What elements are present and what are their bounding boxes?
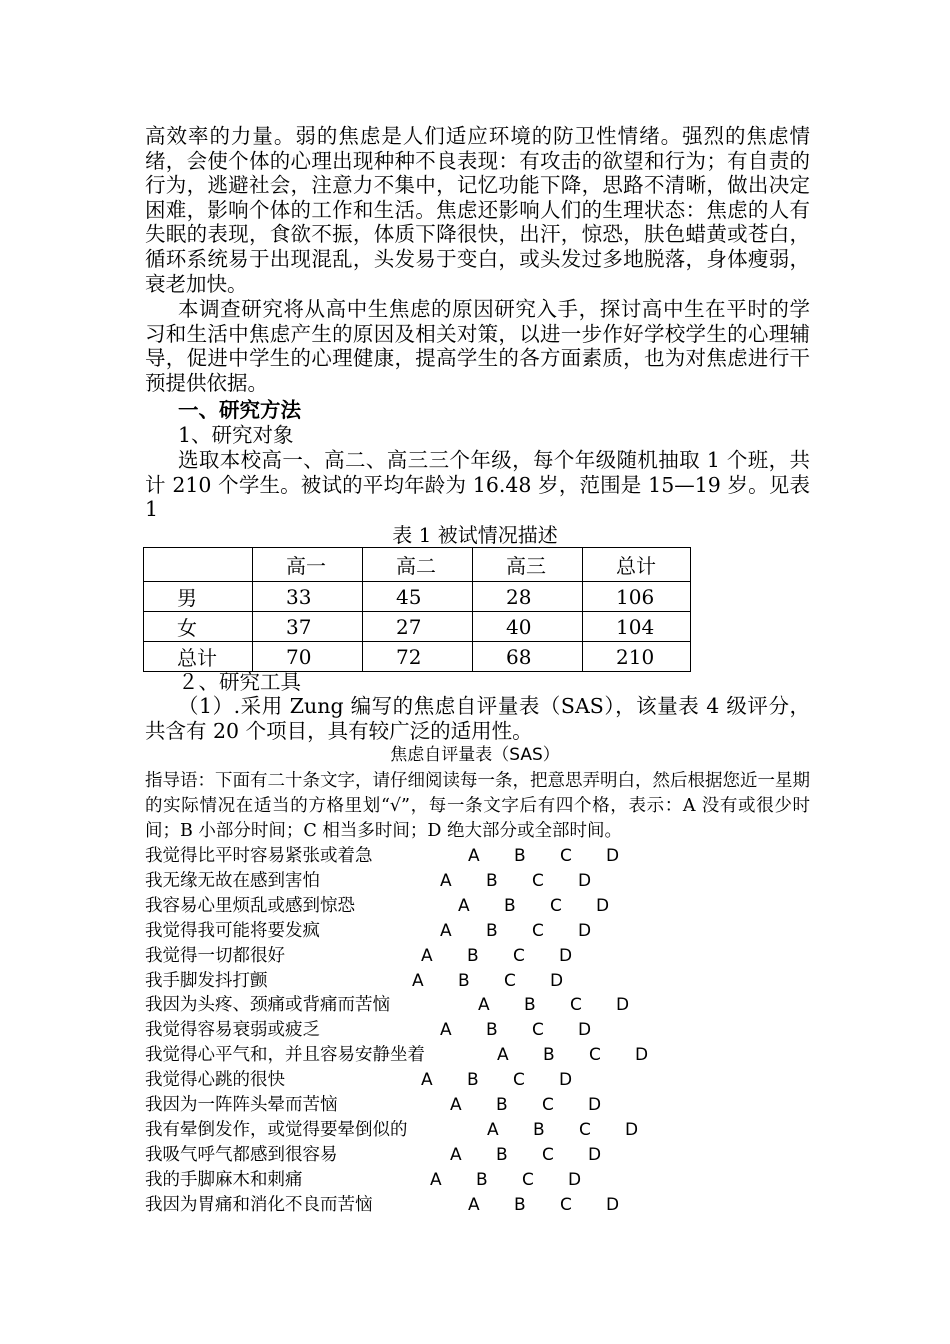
table-cell: 女 [144, 612, 253, 642]
option-d: D [606, 846, 620, 866]
option-a: A [412, 971, 424, 991]
option-b: B [524, 995, 536, 1015]
sas-item-options [468, 1193, 652, 1217]
sas-item-options [430, 1168, 614, 1192]
table-cell: 72 [363, 642, 473, 672]
option-b: B [467, 1070, 479, 1090]
option-a: A [450, 1095, 462, 1115]
sas-item-options [450, 1143, 634, 1167]
sas-item-text: 我觉得比平时容易紧张或着急 [145, 846, 373, 866]
table-cell: 27 [363, 612, 473, 642]
intro-paragraph: 高效率的力量。弱的焦虑是人们适应环境的防卫性情绪。强烈的焦虑情绪，会使个体的心理出现种种不良表现：有攻击的欲望和行为；有自责的行为，逃避社会，注意力不集中，记忆功能下降，思路不清晰，做出决定困难，影响个体的工作和生活。焦虑还影响人们的生理状态：焦虑的人有失眠的表现，食欲不振，体质下降很快，出汗，惊恐，肤色蜡黄或苍白，循环系统易于出现混乱，头发易于变白，或头发过多地脱落，身体瘦弱，衰老加快。 [145, 124, 810, 296]
sas-item-options [440, 919, 624, 943]
option-a: A [458, 896, 470, 916]
sas-item-text: 我的手脚麻木和刺痛 [145, 1170, 303, 1190]
table-cell: 28 [473, 582, 583, 612]
table-cell: 男 [144, 582, 253, 612]
table-header-row [144, 548, 691, 582]
sas-item-options [487, 1118, 671, 1142]
option-d: D [606, 1195, 620, 1215]
table-cell: 总计 [144, 642, 253, 672]
option-c: C [560, 1195, 572, 1215]
option-b: B [496, 1145, 508, 1165]
option-b: B [486, 921, 498, 941]
sas-title: 焦虑自评量表（SAS） [390, 745, 560, 765]
table-cell: 104 [583, 612, 691, 642]
sas-item-options [421, 1068, 605, 1092]
option-d: D [550, 971, 564, 991]
option-c: C [550, 896, 562, 916]
option-c: C [532, 871, 544, 891]
option-d: D [559, 946, 573, 966]
option-c: C [579, 1120, 591, 1140]
table-header-cell: 总计 [583, 548, 691, 582]
sas-item-options [450, 1093, 634, 1117]
option-d: D [588, 1145, 602, 1165]
table-cell: 40 [473, 612, 583, 642]
option-a: A [421, 1070, 433, 1090]
option-b: B [486, 1020, 498, 1040]
table-header-cell: 高三 [473, 548, 583, 582]
sas-item-options [478, 993, 662, 1017]
sas-item-text: 我觉得容易衰弱或疲乏 [145, 1020, 320, 1040]
table-row [144, 612, 691, 642]
table-cell: 70 [253, 642, 363, 672]
option-a: A [440, 871, 452, 891]
sas-item-text: 我手脚发抖打颤 [145, 971, 268, 991]
sas-item-options [458, 894, 642, 918]
sas-item-text: 我觉得我可能将要发疯 [145, 921, 320, 941]
table-cell: 210 [583, 642, 691, 672]
option-c: C [542, 1095, 554, 1115]
option-d: D [625, 1120, 639, 1140]
option-d: D [616, 995, 630, 1015]
option-a: A [430, 1170, 442, 1190]
option-b: B [467, 946, 479, 966]
option-a: A [450, 1145, 462, 1165]
option-c: C [589, 1045, 601, 1065]
sas-item-text: 我吸气呼气都感到很容易 [145, 1145, 338, 1165]
option-a: A [487, 1120, 499, 1140]
option-b: B [496, 1095, 508, 1115]
section-heading: 一、研究方法 [178, 398, 301, 422]
purpose-paragraph: 本调查研究将从高中生焦虑的原因研究入手，探讨高中生在平时的学习和生活中焦虑产生的原因及相关对策，以进一步作好学校学生的心理辅导，促进中学生的心理健康，提高学生的各方面素质，也为对焦虑进行干预提供依据。 [145, 297, 810, 395]
sas-item-text: 我因为胃痛和消化不良而苦恼 [145, 1195, 373, 1215]
option-c: C [513, 1070, 525, 1090]
option-a: A [468, 846, 480, 866]
table-caption: 表 1 被试情况描述 [392, 523, 558, 547]
option-c: C [532, 1020, 544, 1040]
option-a: A [478, 995, 490, 1015]
table-cell: 45 [363, 582, 473, 612]
option-d: D [588, 1095, 602, 1115]
subjects-table [143, 547, 691, 672]
sas-item-options [440, 1018, 624, 1042]
option-c: C [570, 995, 582, 1015]
sas-item-text: 我有晕倒发作，或觉得要晕倒似的 [145, 1120, 408, 1140]
subjects-paragraph: 选取本校高一、高二、高三三个年级，每个年级随机抽取 1 个班，共计 210 个学生。被试的平均年龄为 16.48 岁，范围是 15—19 岁。见表 1 [145, 448, 810, 522]
table-header-cell: 高一 [253, 548, 363, 582]
option-a: A [440, 921, 452, 941]
sas-item-text: 我觉得心平气和，并且容易安静坐着 [145, 1045, 425, 1065]
tool-paragraph: （1）.采用 Zung 编写的焦虑自评量表（SAS），该量表 4 级评分，共含有 20 个项目，具有较广泛的适用性。 [145, 694, 810, 743]
option-c: C [532, 921, 544, 941]
subsection-subjects: 1、研究对象 [178, 423, 294, 447]
option-d: D [578, 871, 592, 891]
option-c: C [522, 1170, 534, 1190]
table-row [144, 642, 691, 672]
option-c: C [513, 946, 525, 966]
option-d: D [578, 921, 592, 941]
sas-item-text: 我因为头疼、颈痛或背痛而苦恼 [145, 995, 390, 1015]
option-d: D [578, 1020, 592, 1040]
sas-item-text: 我容易心里烦乱或感到惊恐 [145, 896, 355, 916]
option-b: B [504, 896, 516, 916]
option-d: D [596, 896, 610, 916]
option-b: B [486, 871, 498, 891]
sas-item-text: 我觉得一切都很好 [145, 946, 285, 966]
sas-item-options [421, 944, 605, 968]
table-row [144, 582, 691, 612]
option-b: B [476, 1170, 488, 1190]
option-c: C [560, 846, 572, 866]
sas-item-options [468, 844, 652, 868]
sas-item-text: 我无缘无故在感到害怕 [145, 871, 320, 891]
option-d: D [559, 1070, 573, 1090]
option-b: B [514, 1195, 526, 1215]
option-a: A [440, 1020, 452, 1040]
table-header-cell: 高二 [363, 548, 473, 582]
guide-text: 指导语：下面有二十条文字，请仔细阅读每一条，把意思弄明白，然后根据您近一星期的实际情况在适当的方格里划“√”，每一条文字后有四个格，表示：A 没有或很少时间；B 小部分时间；C 相当多时间；D 绝大部分或全部时间。 [145, 771, 810, 841]
sas-item-text: 我因为一阵阵头晕而苦恼 [145, 1095, 338, 1115]
option-b: B [514, 846, 526, 866]
option-a: A [468, 1195, 480, 1215]
subsection-tools: ２、研究工具 [178, 670, 301, 694]
table-cell: 106 [583, 582, 691, 612]
sas-item-options [497, 1043, 681, 1067]
table-cell: 37 [253, 612, 363, 642]
option-c: C [542, 1145, 554, 1165]
option-b: B [458, 971, 470, 991]
option-c: C [504, 971, 516, 991]
table-header-cell [144, 548, 253, 582]
table-cell: 33 [253, 582, 363, 612]
option-b: B [533, 1120, 545, 1140]
sas-item-options [440, 869, 624, 893]
option-a: A [497, 1045, 509, 1065]
option-d: D [635, 1045, 649, 1065]
option-b: B [543, 1045, 555, 1065]
sas-item-options [412, 969, 596, 993]
option-d: D [568, 1170, 582, 1190]
sas-item-text: 我觉得心跳的很快 [145, 1070, 285, 1090]
option-a: A [421, 946, 433, 966]
table-cell: 68 [473, 642, 583, 672]
